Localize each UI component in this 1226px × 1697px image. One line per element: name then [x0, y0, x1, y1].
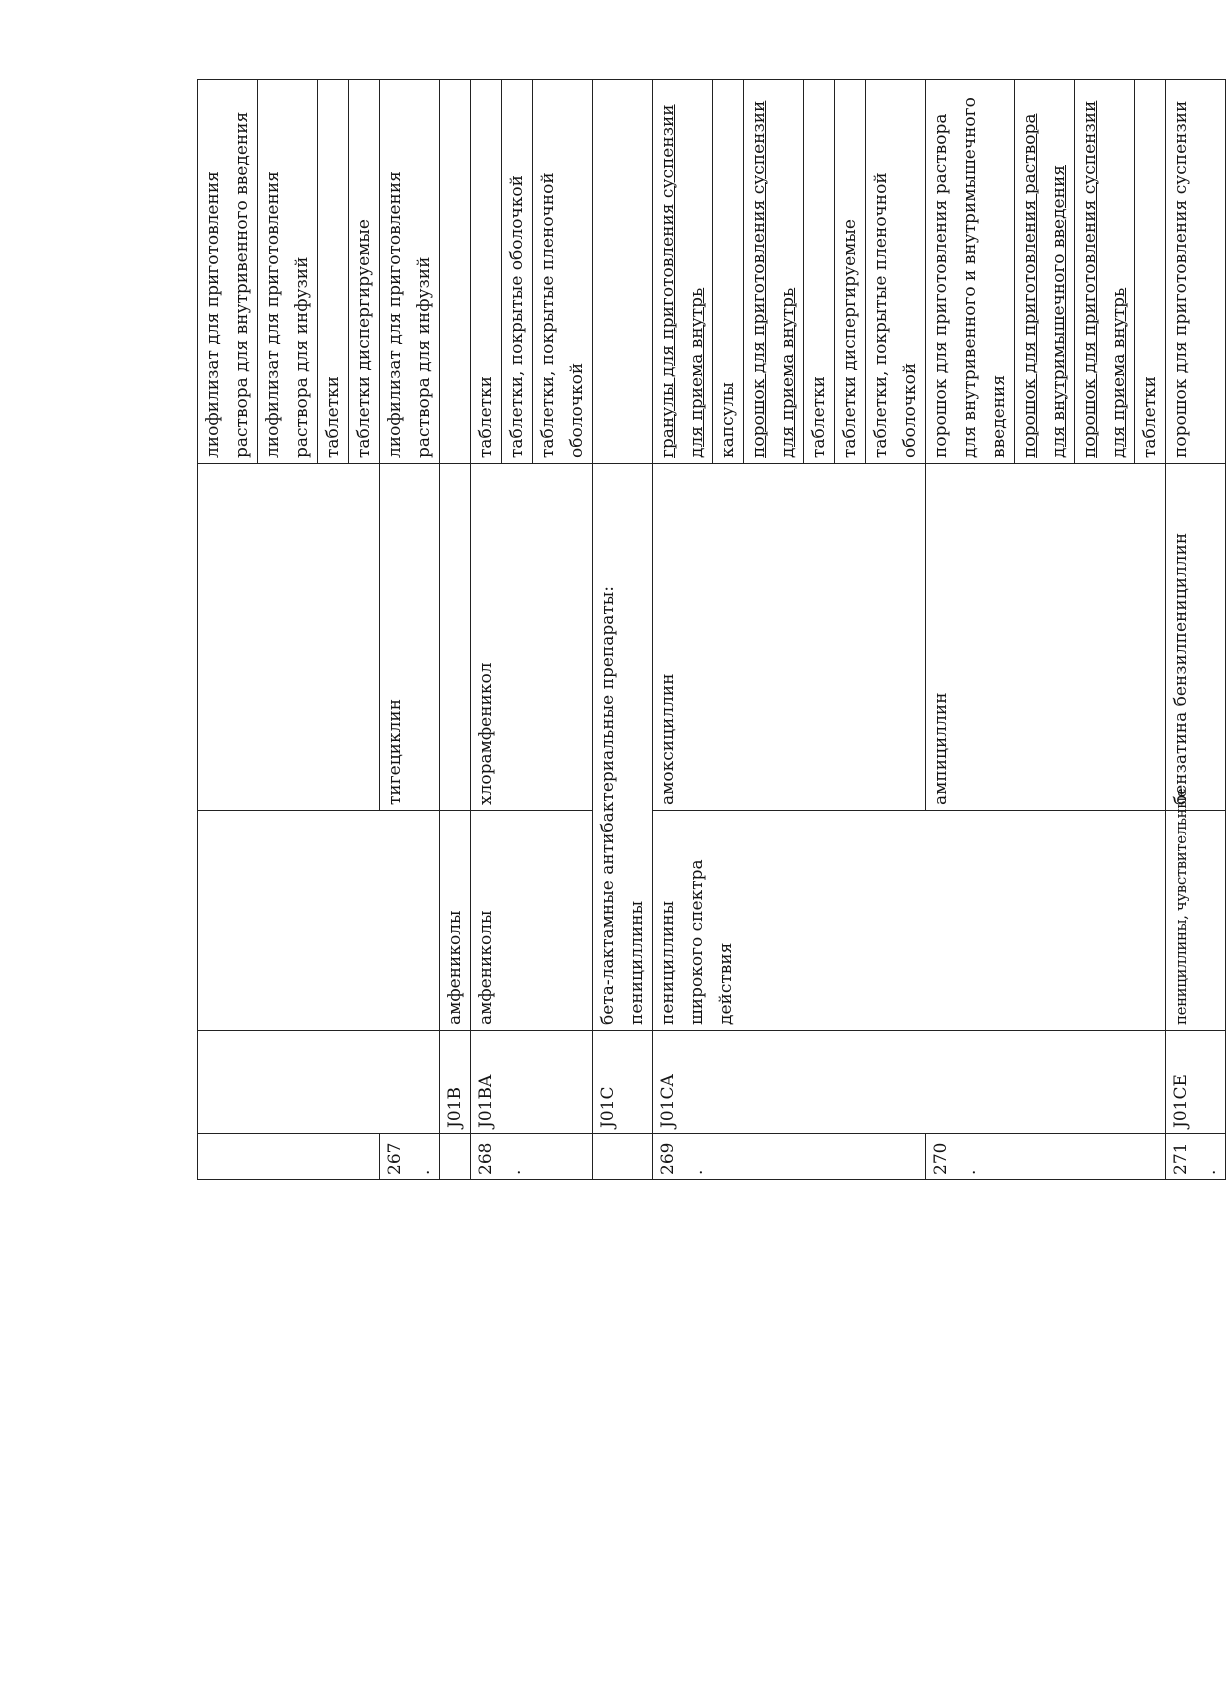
- cell-form: порошок для приготовления суспензии для приема внутрь: [1075, 80, 1135, 464]
- cell-form-empty: [593, 80, 653, 464]
- cell-group: амфениколы: [440, 811, 471, 1031]
- cell-inn: бензатина бензилпенициллин: [1166, 464, 1226, 811]
- cell-inn: амоксициллин: [653, 464, 926, 811]
- table-row: [198, 80, 258, 1180]
- cell-group: бета-лактамные антибактериальные препараты: пенициллины: [593, 464, 653, 1031]
- cell-code: J01BA: [471, 1031, 593, 1134]
- table-row: [653, 80, 713, 1180]
- cell-form-empty: [440, 80, 471, 464]
- cell-form: таблетки диспергируемые: [349, 80, 380, 464]
- cell-form: таблетки диспергируемые: [835, 80, 866, 464]
- cell-code: J01C: [593, 1031, 653, 1134]
- cell-group-empty: [198, 811, 440, 1031]
- cell-form: лиофилизат для приготовления раствора для инфузий: [258, 80, 318, 464]
- cell-form: таблетки: [804, 80, 835, 464]
- cell-inn: тигециклин: [380, 464, 440, 811]
- table-row: [1166, 80, 1226, 1180]
- cell-form: лиофилизат для приготовления раствора для внутривенного введения: [198, 80, 258, 464]
- cell-form: таблетки, покрытые пленочной оболочкой: [866, 80, 926, 464]
- cell-form: порошок для приготовления раствора для внутривенного и внутримышечного введения: [926, 80, 1015, 464]
- table-row: [593, 80, 653, 1180]
- cell-form: таблетки, покрытые оболочкой: [502, 80, 533, 464]
- cell-num-empty: [440, 1134, 471, 1180]
- cell-inn-empty: [440, 464, 471, 811]
- cell-num: 271.: [1166, 1134, 1226, 1180]
- cell-form: порошок для приготовления раствора для внутримышечного введения: [1015, 80, 1075, 464]
- cell-form: таблетки: [471, 80, 502, 464]
- cell-num-empty: [198, 1134, 380, 1180]
- cell-group: пенициллины широкого спектра действия: [653, 811, 1166, 1031]
- table-row: [471, 80, 502, 1180]
- cell-num: 268.: [471, 1134, 593, 1180]
- cell-num: 267.: [380, 1134, 440, 1180]
- cell-form: таблетки: [318, 80, 349, 464]
- cell-code: J01CA: [653, 1031, 1166, 1134]
- cell-form: таблетки: [1135, 80, 1166, 464]
- cell-code: J01CE: [1166, 1031, 1226, 1134]
- cell-form: капсулы: [713, 80, 744, 464]
- cell-num: 270.: [926, 1134, 1166, 1180]
- cell-num: 269.: [653, 1134, 926, 1180]
- cell-form: гранулы для приготовления суспензии для приема внутрь: [653, 80, 713, 464]
- rotated-page: [197, 80, 1220, 1180]
- table-row: [440, 80, 471, 1180]
- cell-form: лиофилизат для приготовления раствора для инфузий: [380, 80, 440, 464]
- cell-num-empty: [593, 1134, 653, 1180]
- cell-code: J01B: [440, 1031, 471, 1134]
- cell-inn-empty: [198, 464, 380, 811]
- cell-inn: ампициллин: [926, 464, 1166, 811]
- cell-inn: хлорамфеникол: [471, 464, 593, 811]
- drug-list-table: [197, 79, 1226, 1180]
- cell-code-empty: [198, 1031, 440, 1134]
- cell-form: порошок для приготовления суспензии: [1166, 80, 1226, 464]
- cell-form: порошок для приготовления суспензии для приема внутрь: [744, 80, 804, 464]
- cell-group: амфениколы: [471, 811, 593, 1031]
- cell-group: пенициллины, чувствительные: [1166, 811, 1226, 1031]
- cell-form: таблетки, покрытые пленочной оболочкой: [533, 80, 593, 464]
